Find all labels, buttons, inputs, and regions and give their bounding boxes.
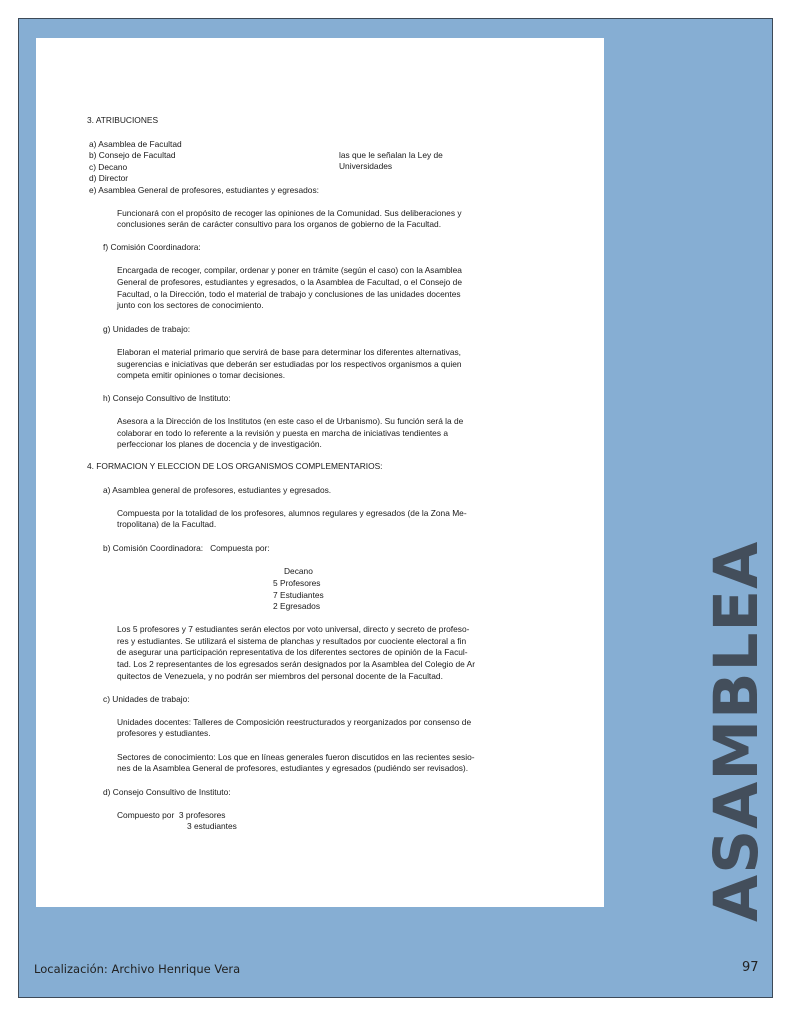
- text-line: a) Asamblea de Facultad: [89, 139, 182, 149]
- text-line: conclusiones serán de carácter consultivo para los organos de gobierno de la Facultad.: [117, 219, 442, 229]
- text-line: Elaboran el material primario que servirá de base para determinar los diferentes alternativas,: [117, 347, 462, 357]
- section-heading: 4. FORMACION Y ELECCION DE LOS ORGANISMOS COMPLEMENTARIOS:: [87, 461, 383, 471]
- text-line: c) Decano: [89, 162, 128, 172]
- text-line: profesores y estudiantes.: [117, 728, 211, 738]
- text-line: nes de la Asamblea General de profesores, estudiantes y egresados (pudiéndo ser revisados).: [117, 763, 469, 773]
- text-line: de asegurar una participación representativa de los diferentes sectores de opinión de la Facul-: [117, 647, 468, 657]
- text-line: Compuesto por 3 profesores: [117, 810, 226, 820]
- text-line: Encargada de recoger, compilar, ordenar y poner en trámite (según el caso) con la Asamblea: [117, 265, 462, 275]
- text-line: junto con los sectores de conocimiento.: [117, 300, 264, 310]
- text-line: e) Asamblea General de profesores, estudiantes y egresados:: [89, 185, 319, 195]
- text-line: a) Asamblea general de profesores, estudiantes y egresados.: [103, 485, 332, 495]
- text-line: tad. Los 2 representantes de los egresados serán designados por la Asamblea del Colegio de Ar: [117, 659, 476, 669]
- text-line: 2 Egresados: [273, 601, 321, 611]
- text-line: Los 5 profesores y 7 estudiantes serán electos por voto universal, directo y secreto de profeso-: [117, 624, 470, 634]
- text-line: perfeccionar los planes de docencia y de investigación.: [117, 439, 322, 449]
- text-line: Unidades docentes: Talleres de Composición reestructurados y reorganizados por consenso de: [117, 717, 472, 727]
- text-line: 5 Profesores: [273, 578, 321, 588]
- text-line: Facultad, o la Dirección, todo el material de trabajo y conclusiones de las unidades docentes: [117, 289, 461, 299]
- text-line: Sectores de conocimiento: Los que en líneas generales fueron discutidos en las recientes sesio-: [117, 752, 475, 762]
- text-line: 7 Estudiantes: [273, 590, 324, 600]
- text-line: d) Consejo Consultivo de Instituto:: [103, 787, 231, 797]
- text-line: g) Unidades de trabajo:: [103, 324, 191, 334]
- page-number: 97: [742, 960, 759, 975]
- text-line: Decano: [284, 566, 313, 576]
- text-line: b) Comisión Coordinadora: Compuesta por:: [103, 543, 270, 553]
- scanned-document: [36, 38, 604, 907]
- text-line: h) Consejo Consultivo de Instituto:: [103, 393, 231, 403]
- text-line: 3 estudiantes: [187, 821, 237, 831]
- text-line: sugerencias e iniciativas que deberán ser estudiadas por los respectivos organismos a quien: [117, 359, 462, 369]
- text-line: Funcionará con el propósito de recoger las opiniones de la Comunidad. Sus deliberaciones y: [117, 208, 462, 218]
- document-text: [36, 38, 604, 907]
- text-line: f) Comisión Coordinadora:: [103, 242, 201, 252]
- side-title-text: ASAMBLEA: [701, 540, 772, 922]
- text-line: Universidades: [339, 161, 393, 171]
- section-heading: 3. ATRIBUCIONES: [87, 115, 159, 125]
- text-line: tropolitana) de la Facultad.: [117, 519, 217, 529]
- text-line: Compuesta por la totalidad de los profesores, alumnos regulares y egresados (de la Zona Me-: [117, 508, 467, 518]
- text-line: d) Director: [89, 173, 129, 183]
- location-caption: Localización: Archivo Henrique Vera: [34, 962, 241, 976]
- text-line: General de profesores, estudiantes y egresados, o la Asamblea de Facultad, o el Consejo de: [117, 277, 462, 287]
- text-line: Asesora a la Dirección de los Institutos (en este caso el de Urbanismo). Su función será la de: [117, 416, 464, 426]
- text-line: las que le señalan la Ley de: [339, 150, 443, 160]
- text-line: res y estudiantes. Se utilizará el sistema de planchas y resultados por cuociente electoral a fin: [117, 636, 467, 646]
- text-line: quitectos de Venezuela, y no podrán ser miembros del personal docente de la Facultad.: [117, 671, 443, 681]
- text-line: c) Unidades de trabajo:: [103, 694, 190, 704]
- text-line: colaborar en todo lo referente a la revisión y puesta en marcha de iniciativas tendientes a: [117, 428, 449, 438]
- text-line: competa emitir opiniones o tomar decisiones.: [117, 370, 286, 380]
- text-line: b) Consejo de Facultad: [89, 150, 176, 160]
